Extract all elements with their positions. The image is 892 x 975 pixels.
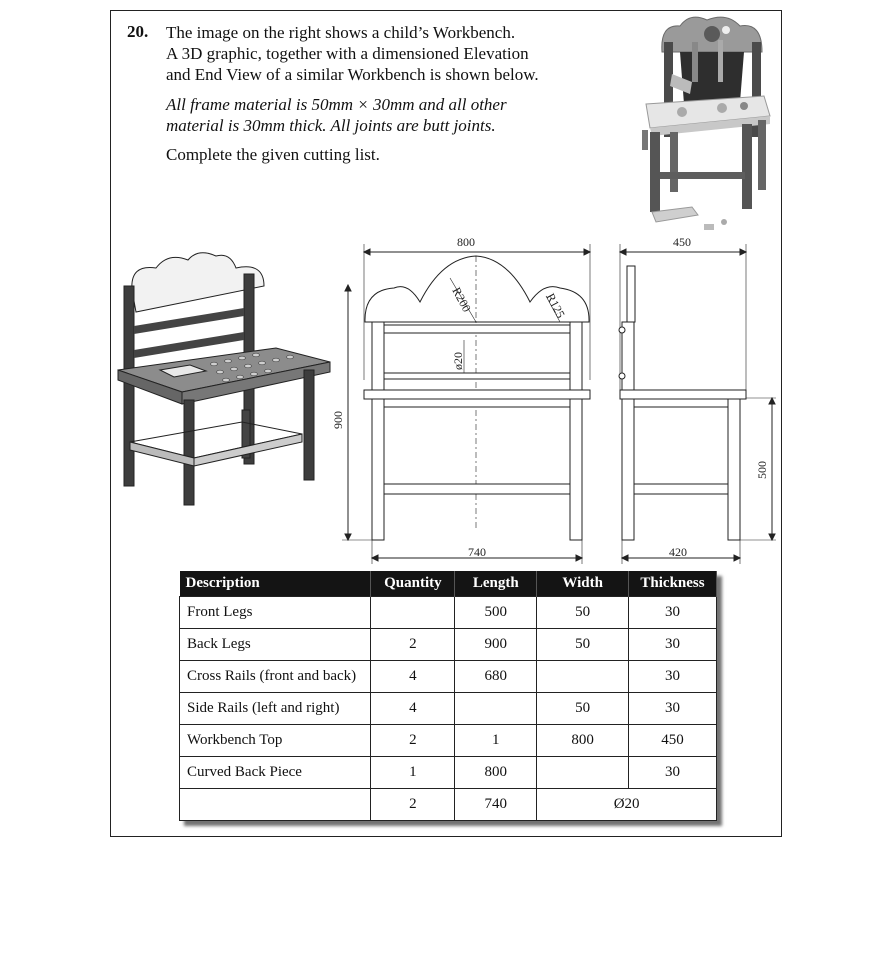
dim-width-label: 800	[457, 235, 475, 249]
cell-description: Side Rails (left and right)	[180, 693, 371, 725]
cell-thickness: 30	[629, 629, 717, 661]
cell-thickness: 30	[629, 597, 717, 629]
cell-thickness: 30	[629, 757, 717, 789]
dim-dowel-label: ø20	[451, 352, 465, 370]
table-row	[180, 693, 717, 725]
dim-leg-span-label: 740	[468, 545, 486, 559]
cell-length: 500	[455, 597, 537, 629]
table-row	[180, 757, 717, 789]
cell-quantity: 1	[371, 757, 455, 789]
cutting-list-table	[179, 571, 717, 821]
cell-length: 900	[455, 629, 537, 661]
note-line: material is 30mm thick. All joints are butt joints.	[166, 116, 496, 135]
table-row	[180, 789, 717, 821]
table-row	[180, 725, 717, 757]
cell-diameter: Ø20	[537, 789, 717, 821]
technical-drawings	[112, 230, 782, 570]
cell-length: 1	[455, 725, 537, 757]
table-row	[180, 629, 717, 661]
table-row	[180, 661, 717, 693]
cell-description: Back Legs	[180, 629, 371, 661]
cutting-list	[179, 571, 717, 821]
material-note	[166, 94, 586, 136]
intro-line: A 3D graphic, together with a dimensioned Elevation	[166, 44, 529, 63]
question-number: 20.	[127, 22, 149, 41]
workbench-photo	[632, 12, 777, 237]
header-thickness: Thickness	[629, 571, 717, 597]
cell-description: Cross Rails (front and back)	[180, 661, 371, 693]
dim-height-label: 900	[331, 411, 345, 429]
cell-thickness: 30	[629, 661, 717, 693]
note-line: All frame material is 50mm × 30mm and all other	[166, 95, 507, 114]
cell-length: 740	[455, 789, 537, 821]
intro-line: and End View of a similar Workbench is shown below.	[166, 65, 539, 84]
cell-description: Curved Back Piece	[180, 757, 371, 789]
cell-width: 50	[537, 693, 629, 725]
cell-width: 50	[537, 629, 629, 661]
end-view	[619, 244, 776, 564]
question-intro	[166, 22, 586, 85]
cell-quantity: 2	[371, 725, 455, 757]
cell-description: Workbench Top	[180, 725, 371, 757]
cell-length: 680	[455, 661, 537, 693]
header-quantity: Quantity	[371, 571, 455, 597]
intro-line: The image on the right shows a child’s Workbench.	[166, 23, 516, 42]
cell-thickness: 450	[629, 725, 717, 757]
dim-radius-large-label: R200	[449, 284, 474, 315]
cell-width: 800	[537, 725, 629, 757]
workbench-3d-graphic	[118, 253, 330, 505]
cell-description: Front Legs	[180, 597, 371, 629]
header-description: Description	[180, 571, 371, 597]
cell-quantity: 4	[371, 693, 455, 725]
cell-width: 50	[537, 597, 629, 629]
cell-length	[455, 693, 537, 725]
cell-width	[537, 757, 629, 789]
cell-width	[537, 661, 629, 693]
cell-description	[180, 789, 371, 821]
cell-quantity: 2	[371, 789, 455, 821]
cell-thickness: 30	[629, 693, 717, 725]
cell-quantity: 4	[371, 661, 455, 693]
dim-depth-label: 450	[673, 235, 691, 249]
header-width: Width	[537, 571, 629, 597]
instruction-text: Complete the given cutting list.	[166, 145, 380, 164]
dim-end-span-label: 420	[669, 545, 687, 559]
header-length: Length	[455, 571, 537, 597]
dim-radius-small-label: R125	[543, 290, 568, 321]
cell-quantity: 2	[371, 629, 455, 661]
cell-quantity	[371, 597, 455, 629]
cell-length: 800	[455, 757, 537, 789]
table-header-row	[180, 571, 717, 597]
dim-end-height-label: 500	[755, 461, 769, 479]
table-row	[180, 597, 717, 629]
